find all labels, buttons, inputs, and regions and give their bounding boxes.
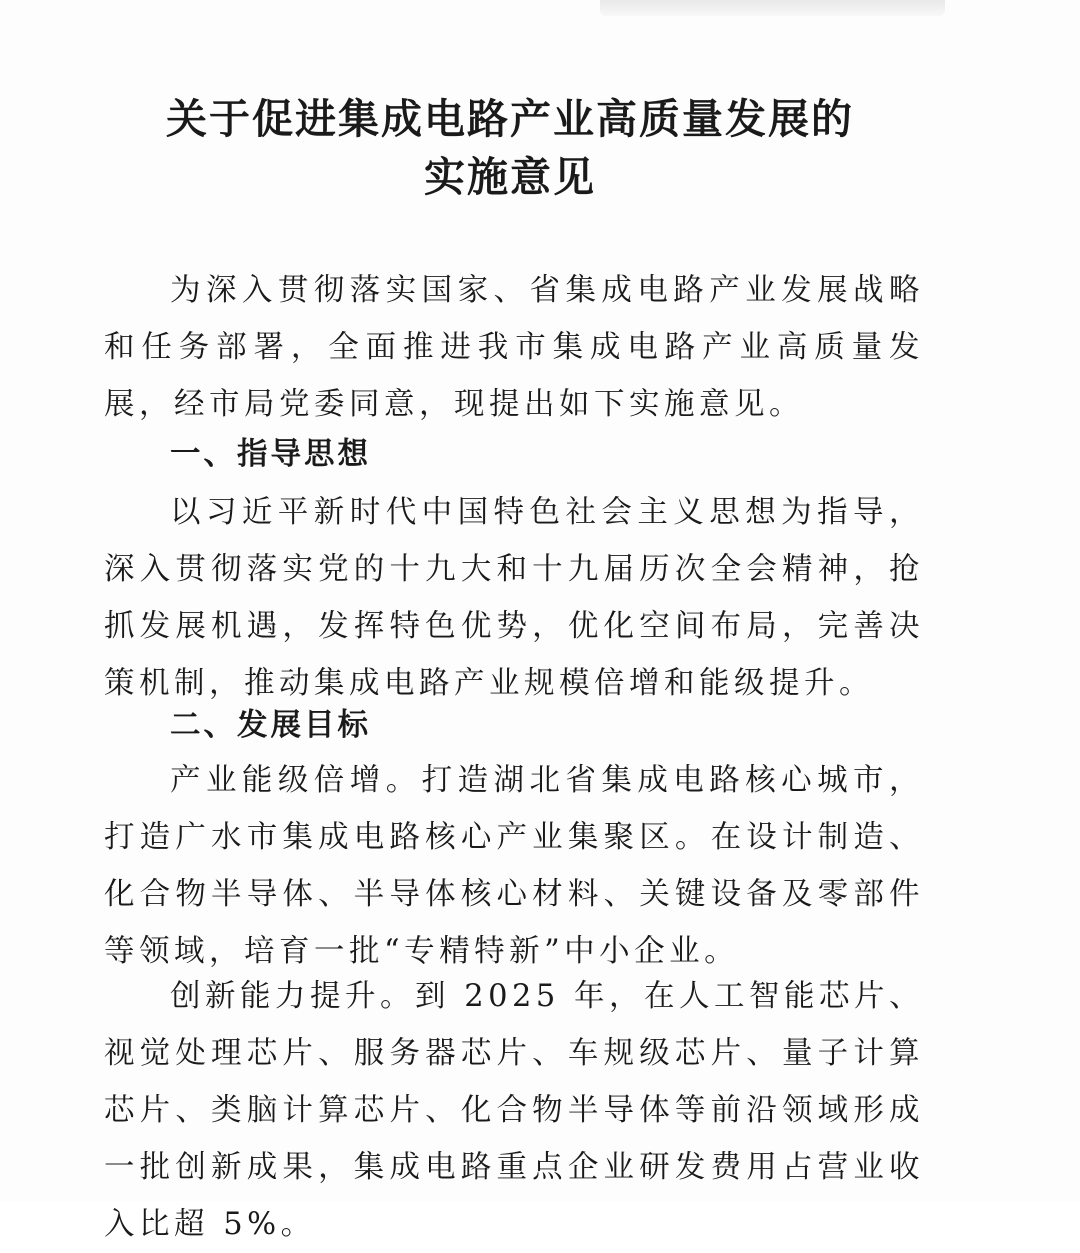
section-2-paragraph-2: 创新能力提升。到 2025 年，在人工智能芯片、视觉处理芯片、服务器芯片、车规级芯片、量子计算芯片、类脑计算芯片、化合物半导体等前沿领域形成一批创新成果，集成电路重点企业研发费用占营业收入比超 5%。 bbox=[104, 979, 925, 1242]
document-title-line-2: 实施意见 bbox=[424, 153, 596, 201]
document-title-line-1: 关于促进集成电路产业高质量发展的 bbox=[166, 95, 854, 143]
section-2-heading: 二、发展目标 bbox=[170, 708, 371, 743]
intro-paragraph: 为深入贯彻落实国家、省集成电路产业发展战略和任务部署，全面推进我市集成电路产业高质量发展，经市局党委同意，现提出如下实施意见。 bbox=[104, 273, 924, 422]
section-1-heading: 一、指导思想 bbox=[170, 437, 371, 472]
scan-edge-mark bbox=[600, 0, 945, 16]
section-2-paragraph-1: 产业能级倍增。打造湖北省集成电路核心城市，打造广水市集成电路核心产业集聚区。在设计制造、化合物半导体、半导体核心材料、关键设备及零部件等领域，培育一批“专精特新”中小企业。 bbox=[104, 763, 924, 969]
section-1-paragraph: 以习近平新时代中国特色社会主义思想为指导，深入贯彻落实党的十九大和十九届历次全会精神，抢抓发展机遇，发挥特色优势，优化空间布局，完善决策机制，推动集成电路产业规模倍增和能级提升。 bbox=[104, 495, 924, 701]
